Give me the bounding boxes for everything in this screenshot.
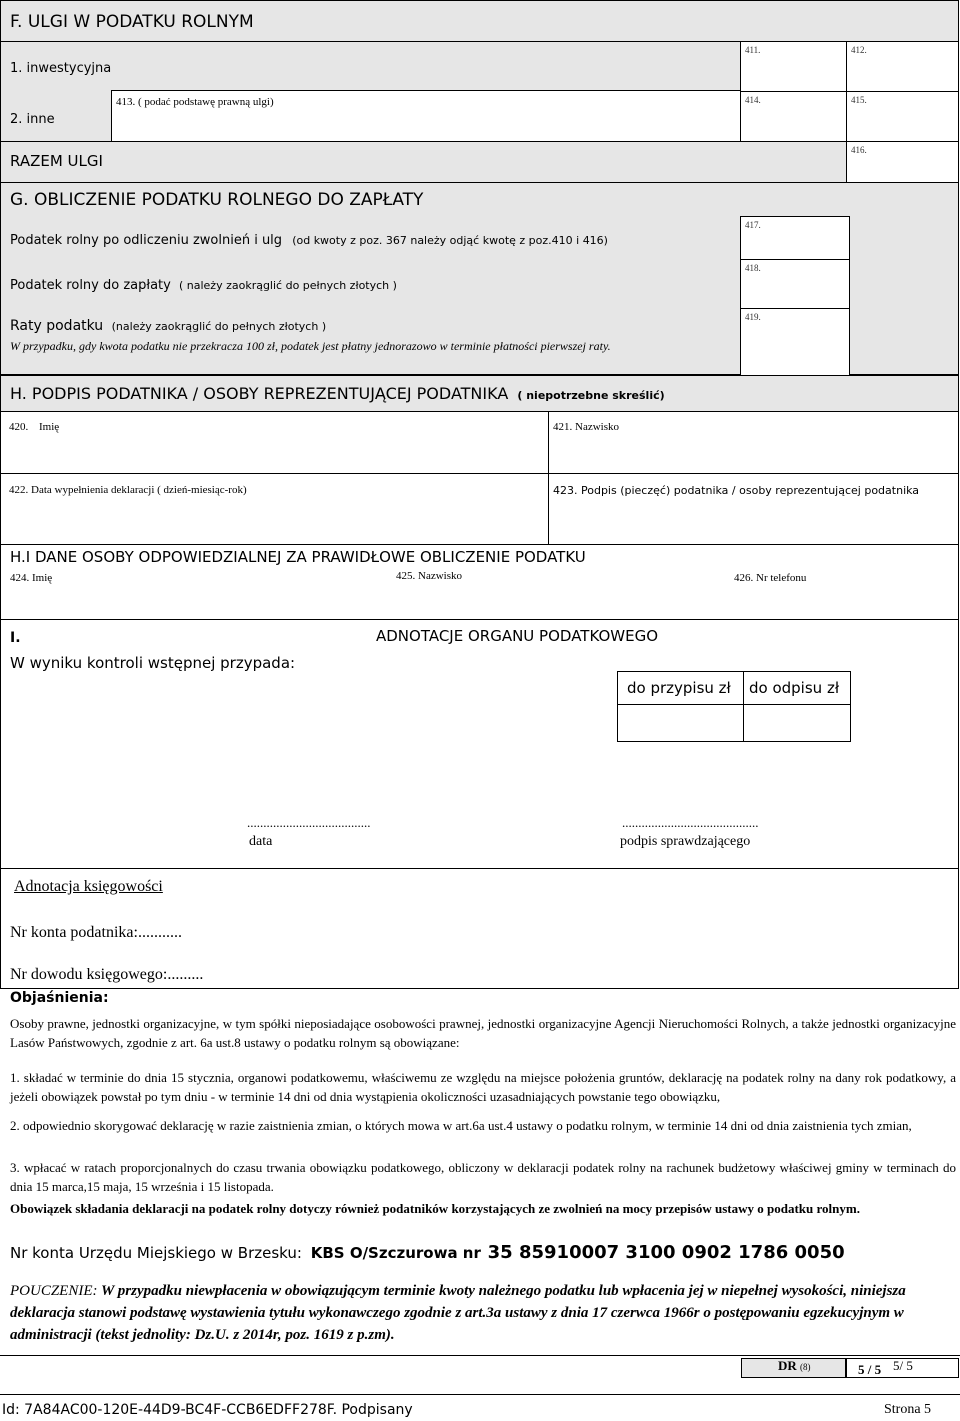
explanations-item2: 2. odpowiednio skorygować deklarację w razie zaistnienia zmian, o których mowa w art.6a ust.4 ustawy o podatku rolnym, w terminie 14 dni od dnia zaistnienia tych zmian, (10, 1118, 912, 1133)
g-row1-note: (od kwoty z poz. 367 należy odjąć kwotę z poz.410 i 416) (292, 234, 608, 247)
g-row3-main: Raty podatku (10, 318, 104, 334)
i-date-dots: ...................................... (247, 815, 371, 830)
explanations-bold-note: Obowiązek składania deklaracji na podatek rolny dotyczy również podatników korzystających ze zwolnień na mocy przepisów ustawy o podatku rolnym. (10, 1201, 860, 1216)
footer-dr (778, 1358, 811, 1374)
i-col1-label: do przypisu zł (627, 679, 731, 697)
field-425-label[interactable]: 425. Nazwisko (396, 570, 462, 582)
field-420-box[interactable] (0, 411, 549, 474)
field-419-label: 419. (745, 312, 761, 322)
section-f-title: F. ULGI W PODATKU ROLNYM (10, 12, 254, 32)
i-date-label: data (249, 834, 273, 849)
g-row3-label (10, 318, 326, 334)
notice-block (10, 1280, 952, 1346)
field-419[interactable] (740, 308, 850, 376)
section-g-title: G. OBLICZENIE PODATKU ROLNEGO DO ZAPŁATY (10, 190, 424, 210)
field-416[interactable] (846, 141, 959, 183)
explanations-intro: Osoby prawne, jednostki organizacyjne, w tym spółki nieposiadające osobowości prawnej, jednostki organizacyjne Agencji Nieruchomości Rolnych, a także jednostki organizacyjne Lasów Państwowych, zgodnie z art. 6a ust.8 ustawy o podatku rolnym są obowiązane: (10, 1016, 956, 1050)
notice-text: W przypadku niewpłacenia w obowiązującym terminie kwoty należnego podatku lub wpłacenia jej w niepełnej wysokości, niniejsza deklaracja stanowi podstawę wystawienia tytułu wykonawczego zgodnie z art.3a ustawy z dnia 17 czerwca 1966r o postępowaniu egzekucyjnym w administracji (tekst jednolity: Dz.U. z 2014r, poz. 1619 z p.zm). (10, 1283, 906, 1343)
field-422-box[interactable] (0, 473, 549, 545)
accounting-document: Nr dowodu księgowego:......... (10, 966, 204, 983)
explanations-item1: 1. składać w terminie do dnia 15 stycznia, organowi podatkowemu, właściwemu ze względu na miejsce położenia gruntów, deklarację na podatek rolny na dany rok podatkowy, a jeżeli obowiązek powstał po tym dniu - w terminie 14 dni od dnia wystąpienia okoliczności uzasadniających powstanie tego obowiązku, (10, 1070, 956, 1104)
f-total-label: RAZEM ULGI (10, 152, 103, 170)
explanations-item3: 3. wpłacać w ratach proporcjonalnych do czasu trwania obowiązku podatkowego, obliczony w deklaracji podatek rolny na rachunek budżetowy właściwej gminy w terminach do dnia 15 marca,15 maja, 15 września i 15 listopada. (10, 1160, 956, 1194)
field-418-label: 418. (745, 263, 761, 273)
field-421-box[interactable] (548, 411, 959, 474)
i-table-col2-header (743, 671, 851, 705)
f-row2-label: 2. inne (10, 112, 55, 127)
bank-number: 35 85910007 3100 0902 1786 0050 (487, 1242, 845, 1263)
i-sign-label: podpis sprawdzającego (620, 834, 751, 849)
section-h-note: ( niepotrzebne skreślić) (517, 389, 665, 402)
section-h-title (10, 384, 665, 403)
footer-page-label: Strona 5 (884, 1402, 932, 1417)
g-row2-main: Podatek rolny do zapłaty (10, 278, 171, 293)
field-418[interactable] (740, 259, 850, 309)
footer-rule (0, 1355, 960, 1356)
g-row1-label (10, 233, 608, 248)
i-table-col2-value[interactable] (743, 704, 851, 742)
bank-line (10, 1242, 845, 1263)
field-417-label: 417. (745, 220, 761, 230)
section-f-total-row (0, 141, 847, 183)
field-412[interactable] (846, 41, 959, 92)
i-col2-label: do odpisu zł (749, 679, 840, 697)
field-411-label: 411. (745, 45, 761, 55)
field-414-label: 414. (745, 95, 761, 105)
g-row2-note: ( należy zaokrąglić do pełnych złotych ) (178, 279, 397, 292)
section-i-control-text: W wyniku kontroli wstępnej przypada: (10, 654, 296, 672)
field-426-label[interactable]: 426. Nr telefonu (734, 572, 807, 584)
footer-dr-sub: (8) (800, 1362, 811, 1372)
field-423-box[interactable] (548, 473, 959, 545)
field-411[interactable] (740, 41, 847, 92)
footer-dr-label: DR (778, 1358, 797, 1373)
f-413-desc: 413. ( podać podstawę prawną ulgi) (116, 96, 274, 108)
footer-bottom-rule (0, 1394, 960, 1395)
field-420-label: Imię (39, 421, 60, 433)
section-i-title: ADNOTACJE ORGANU PODATKOWEGO (376, 627, 659, 645)
field-420-number: 420. (9, 421, 29, 433)
section-i-label: I. (10, 630, 21, 646)
g-row2-label (10, 278, 397, 293)
accounting-title: Adnotacja księgowości (14, 878, 163, 895)
field-415-label: 415. (851, 95, 867, 105)
field-417[interactable] (740, 216, 850, 260)
field-416-label: 416. (851, 145, 867, 155)
i-table-col1-value[interactable] (617, 704, 744, 742)
i-table-col1-header (617, 671, 744, 705)
accounting-account: Nr konta podatnika:........... (10, 924, 182, 941)
bank-name: KBS O/Szczurowa nr (310, 1244, 481, 1262)
explanations-title: Objaśnienia: (10, 990, 109, 1006)
footer-page-b: 5/ 5 (893, 1358, 913, 1373)
g-row1-main: Podatek rolny po odliczeniu zwolnień i ulg (10, 233, 283, 248)
f-row1-label: 1. inwestycyjna (10, 61, 112, 76)
i-sign-dots: .......................................... (622, 815, 759, 830)
field-424-label[interactable]: 424. Imię (10, 572, 53, 584)
field-414[interactable] (740, 91, 847, 142)
field-412-label: 412. (851, 45, 867, 55)
section-hi-title: H.I DANE OSOBY ODPOWIEDZIALNEJ ZA PRAWIDŁOWE OBLICZENIE PODATKU (10, 548, 586, 566)
g-row3-italic: W przypadku, gdy kwota podatku nie przekracza 100 zł, podatek jest płatny jednorazowo w terminie płatności pierwszej raty. (10, 339, 611, 353)
field-423-label: 423. Podpis (pieczęć) podatnika / osoby reprezentującej podatnika (553, 484, 920, 497)
g-row3-note: (należy zaokrąglić do pełnych złotych ) (111, 320, 327, 333)
field-421-label: 421. Nazwisko (553, 421, 619, 433)
field-422-label: 422. Data wypełnienia deklaracji ( dzień-miesiąc-rok) (9, 484, 247, 496)
notice-label: POUCZENIE: (10, 1283, 98, 1299)
bank-prefix: Nr konta Urzędu Miejskiego w Brzesku: (10, 1244, 302, 1262)
field-415[interactable] (846, 91, 959, 142)
section-h-main: H. PODPIS PODATNIKA / OSOBY REPREZENTUJĄCEJ PODATNIKA (10, 384, 509, 403)
footer-id-line: Id: 7A84AC00-120E-44D9-BC4F-CCB6EDFF278F. Podpisany (2, 1402, 413, 1418)
footer-page-a: 5 / 5 (858, 1362, 882, 1377)
